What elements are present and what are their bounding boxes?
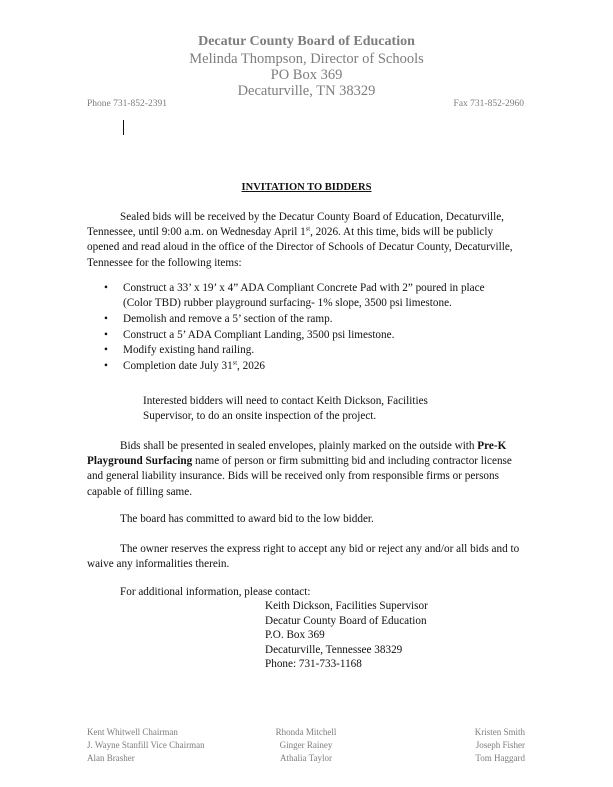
list-item: • Demolish and remove a 5’ section of the ramp.	[104, 312, 333, 325]
board-members-left	[87, 726, 205, 765]
award-paragraph: The board has committed to award bid to the low bidder.	[120, 513, 374, 525]
board-member: Tom Haggard	[475, 753, 525, 763]
contact-name: Keith Dickson, Facilities Supervisor	[265, 600, 428, 612]
list-item: • Construct a 33’ x 19’ x 4” ADA Compliant Concrete Pad with 2” poured in place (Color TBD) rubber playground surfacing- 1% slope, 3500 psi limestone.	[104, 282, 485, 310]
text-cursor	[123, 120, 124, 135]
board-member: Athalia Taylor	[280, 753, 332, 763]
board-member: Kent Whitwell Chairman	[87, 727, 178, 737]
contact-po-box: P.O. Box 369	[265, 629, 325, 642]
more-info-line: For additional information, please contact:	[120, 586, 311, 598]
po-box-line: PO Box 369	[270, 67, 343, 83]
board-member: Rhonda Mitchell	[275, 727, 337, 737]
board-member: Kristen Smith	[474, 727, 525, 737]
rights-paragraph: The owner reserves the express right to accept any bid or reject any and/or all bids and to waive any informalities therein.	[87, 543, 520, 571]
director-line: Melinda Thompson, Director of Schools	[189, 51, 424, 67]
envelopes-paragraph: Bids shall be presented in sealed envelopes, plainly marked on the outside with Pre-K Playground Surfacing name of person or firm submitting bid and including contractor license and general liability insurance. Bids will be received only from responsible firms or persons capable of filling same.	[87, 440, 512, 498]
fax-number: Fax 731-852-2960	[453, 99, 524, 109]
city-line: Decaturville, TN 38329	[237, 83, 376, 99]
list-item: • Construct a 5’ ADA Compliant Landing, 3500 psi limestone.	[104, 328, 395, 341]
board-member: J. Wayne Stanfill Vice Chairman	[87, 740, 205, 750]
contact-city: Decaturville, Tennessee 38329	[265, 643, 403, 656]
bid-items-list	[87, 281, 507, 375]
organization-name: Decatur County Board of Education	[198, 34, 415, 49]
phone-number: Phone 731-852-2391	[87, 99, 167, 109]
intro-paragraph: Sealed bids will be received by the Decatur County Board of Education, Decaturville, Tennessee, until 9:00 a.m. on Wednesday April 1st, 2026. At this time, bids will be publicly opened and read aloud in the office of the Director of Schools of Decatur County, Decaturville, Tennessee for the following items:	[87, 211, 513, 269]
list-item: • Completion date July 31st, 2026	[104, 359, 266, 373]
document-title: INVITATION TO BIDDERS	[241, 182, 372, 193]
list-item: • Modify existing hand railing.	[104, 344, 255, 357]
board-members-center	[256, 726, 356, 765]
contact-phone: Phone: 731-733-1168	[265, 658, 362, 671]
board-member: Alan Brasher	[87, 753, 135, 763]
board-member: Ginger Rainey	[279, 740, 333, 750]
contact-org: Decatur County Board of Education	[265, 614, 427, 627]
contact-block	[265, 599, 428, 672]
board-member: Joseph Fisher	[475, 740, 525, 750]
inspection-note: Interested bidders will need to contact Keith Dickson, Facilities Supervisor, to do an onsite inspection of the project.	[143, 395, 428, 423]
board-members-right	[475, 726, 525, 765]
